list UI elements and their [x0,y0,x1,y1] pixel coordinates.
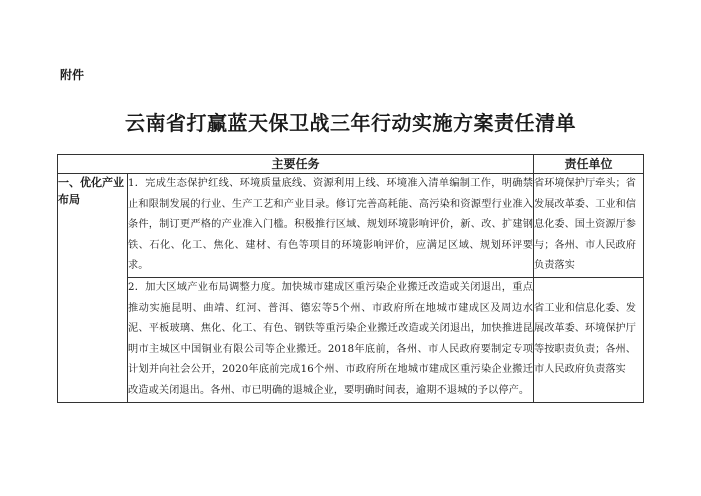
unit-cell: 省工业和信息化委、发展改革委、环境保护厅等按职责负责；各州、市人民政府负责落实 [534,277,644,402]
unit-cell: 省环境保护厅牵头；省发展改革委、工业和信息化委、国土资源厅参与；各州、市人民政府负责落实 [534,174,644,278]
header-responsible-unit: 责任单位 [534,155,644,174]
category-cell: 一、优化产业布局 [58,174,128,403]
table-row [58,174,644,278]
header-main-task: 主要任务 [58,155,534,174]
task-cell: 2．加大区域产业布局调整力度。加快城市建成区重污染企业搬迁改造或关闭退出，重点推动实施昆明、曲靖、红河、普洱、德宏等5个州、市政府所在地城市建成区及周边水泥、平板玻璃、焦化、化工、有色、钢铁等重污染企业搬迁改造或关闭退出，加快推进昆明市主城区中国铜业有限公司等企业搬迁。2018年底前，各州、市人民政府要制定专项计划并向社会公开，2020年底前完成16个州、市政府所在地城市建成区重污染企业搬迁改造或关闭退出。各州、市已明确的退城企业，要明确时间表，逾期不退城的予以停产。 [128,277,534,402]
table-header-row [58,155,644,174]
attachment-label: 附件 [60,68,85,82]
table-row [58,277,644,402]
responsibility-table [57,154,644,403]
document-title: 云南省打赢蓝天保卫战三年行动实施方案责任清单 [125,111,576,135]
task-cell: 1．完成生态保护红线、环境质量底线、资源利用上线、环境准入清单编制工作，明确禁止和限制发展的行业、生产工艺和产业目录。修订完善高耗能、高污染和资源型行业准入条件，制订更严格的产业准入门槛。积极推行区域、规划环境影响评价，新、改、扩建钢铁、石化、化工、焦化、建材、有色等项目的环境影响评价，应满足区域、规划环评要求。 [128,174,534,278]
